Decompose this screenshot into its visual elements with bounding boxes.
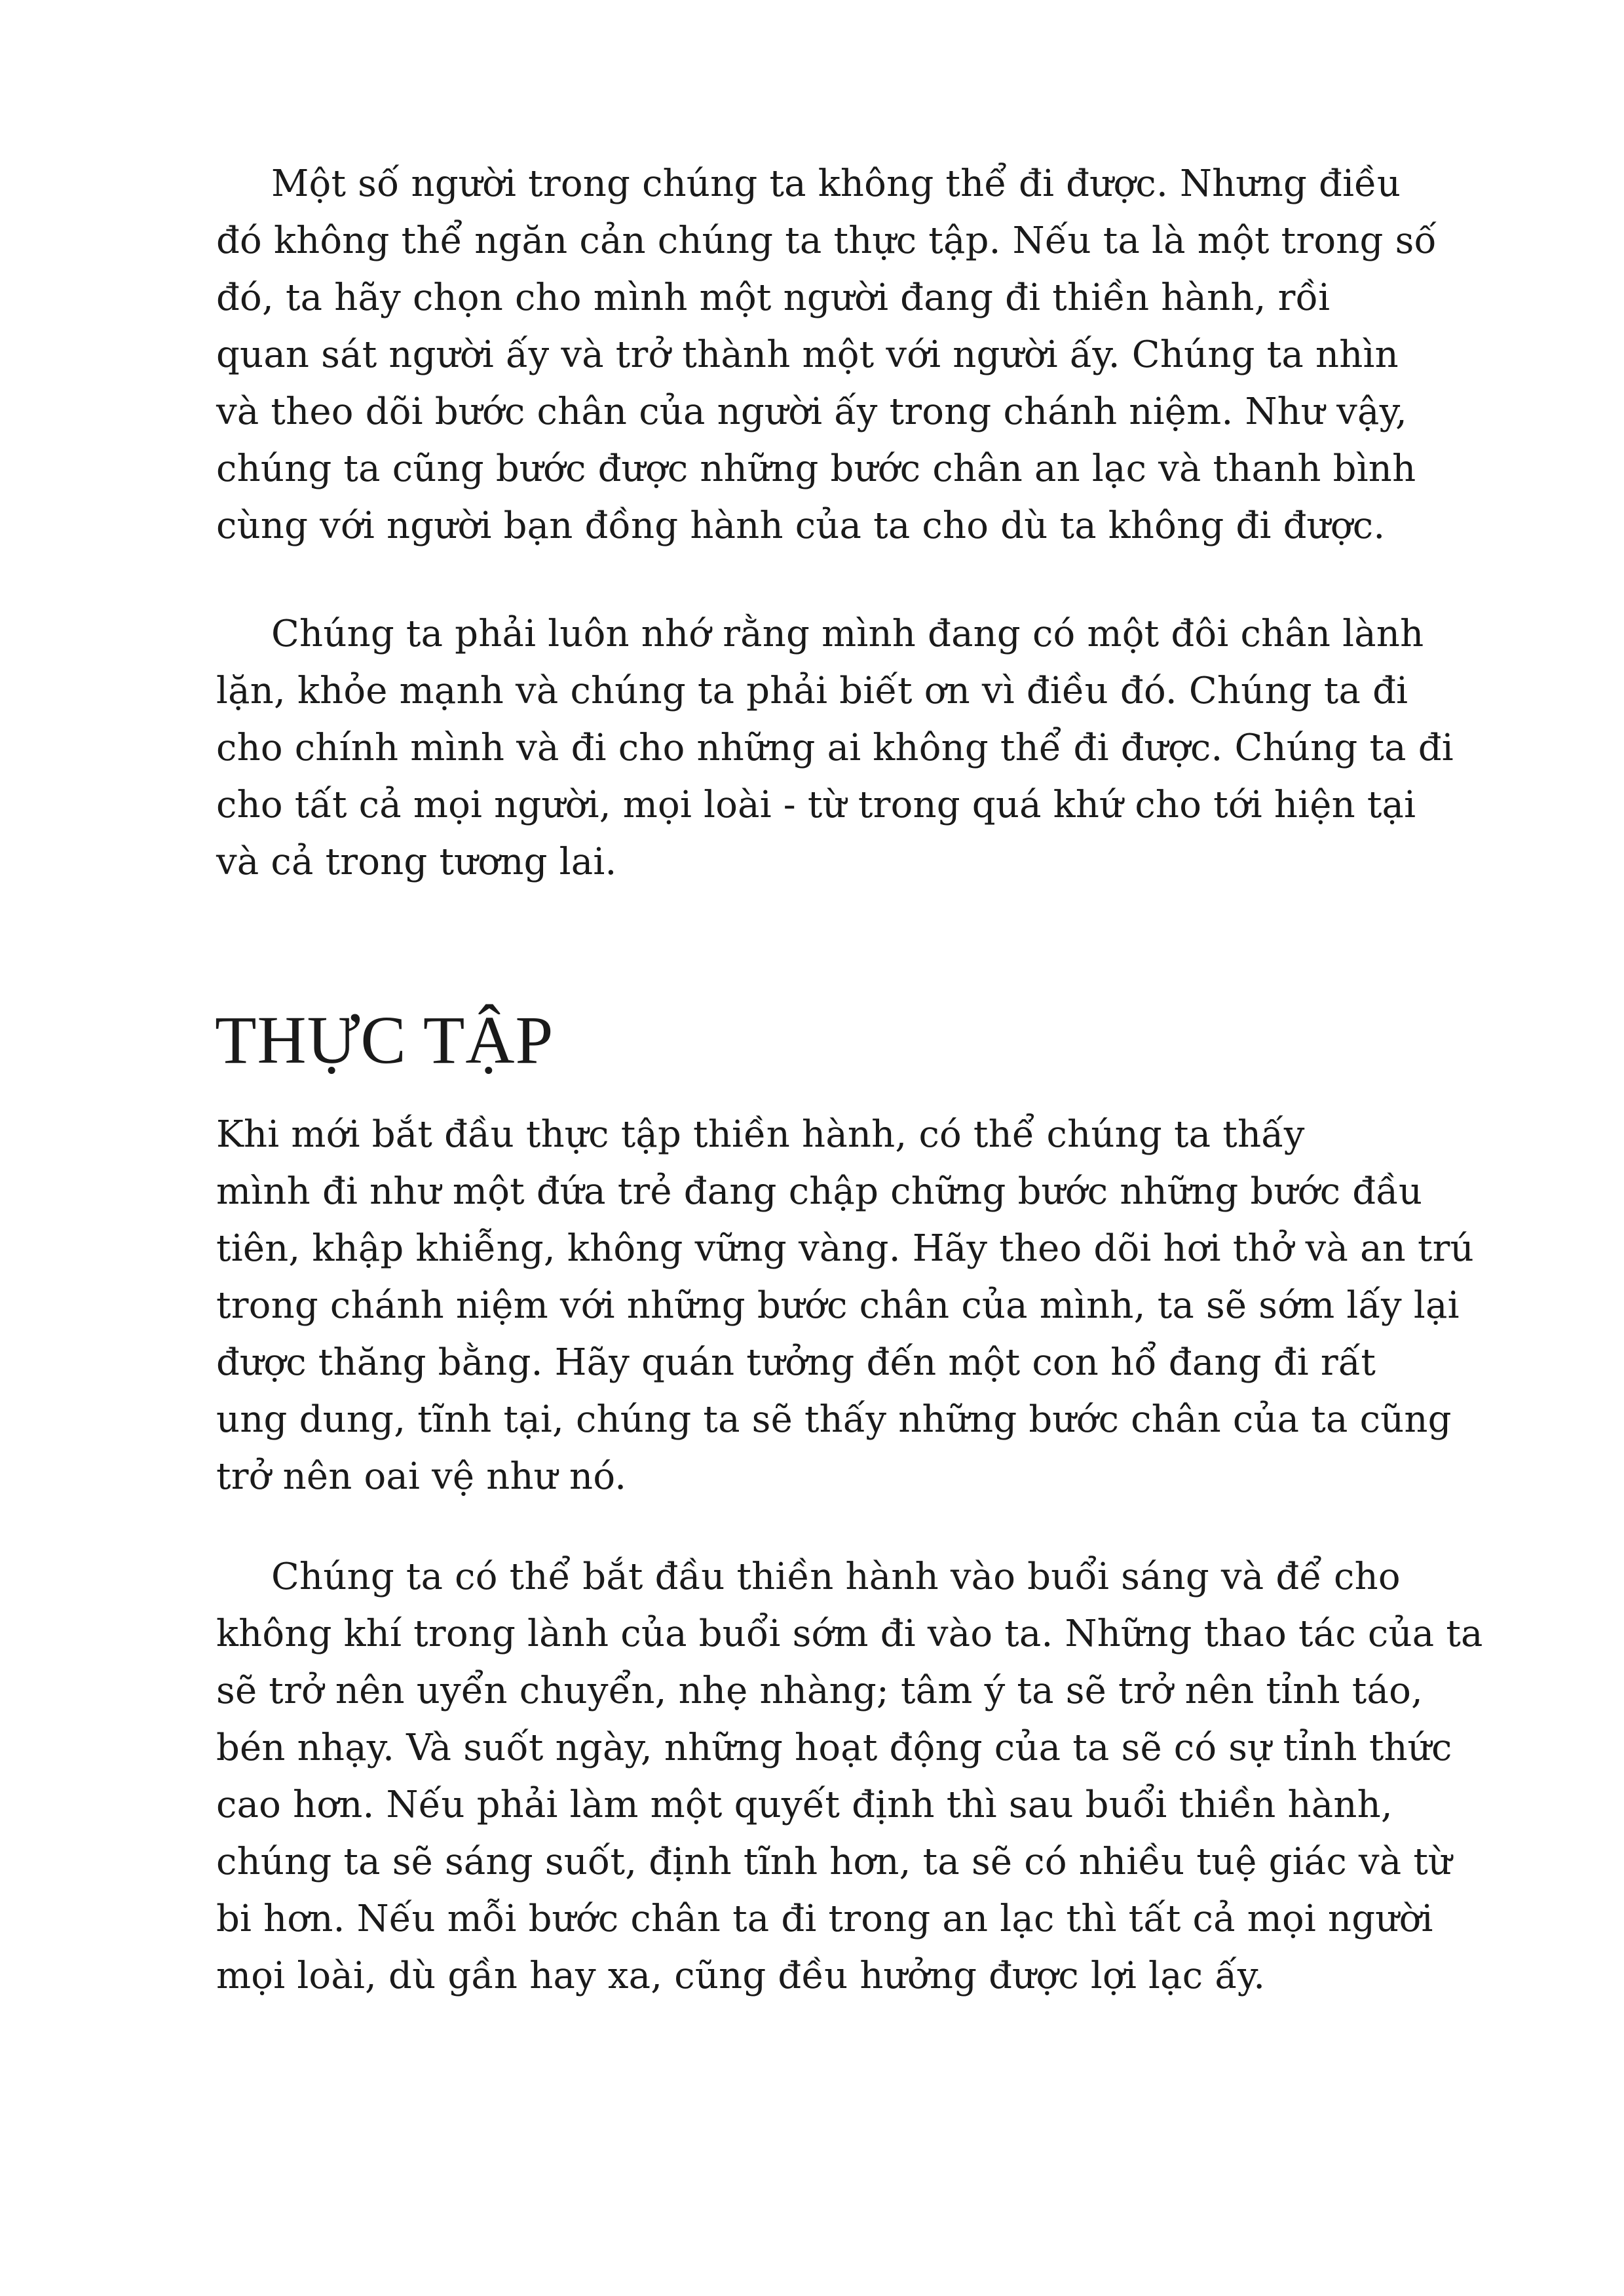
text-line: bi hơn. Nếu mỗi bước chân ta đi trong an lạc thì tất cả mọi người (216, 1898, 1433, 1940)
text-line: Chúng ta phải luôn nhớ rằng mình đang có một đôi chân lành (271, 613, 1424, 655)
text-line: cho tất cả mọi người, mọi loài - từ trong quá khứ cho tới hiện tại (216, 784, 1416, 826)
section-heading: THỰC TẬP (215, 1003, 554, 1078)
text-line: Khi mới bắt đầu thực tập thiền hành, có thể chúng ta thấy (216, 1113, 1305, 1156)
text-line: ung dung, tĩnh tại, chúng ta sẽ thấy những bước chân của ta cũng (216, 1398, 1452, 1441)
text-line: Một số người trong chúng ta không thể đi được. Nhưng điều (271, 163, 1401, 205)
text-line: được thăng bằng. Hãy quán tưởng đến một con hổ đang đi rất (216, 1341, 1376, 1384)
text-line: trong chánh niệm với những bước chân của mình, ta sẽ sớm lấy lại (216, 1284, 1460, 1327)
text-line: quan sát người ấy và trở thành một với người ấy. Chúng ta nhìn (216, 334, 1399, 376)
text-line: mình đi như một đứa trẻ đang chập chững bước những bước đầu (216, 1170, 1423, 1213)
paragraph-1 (216, 155, 1441, 554)
text-line: chúng ta sẽ sáng suốt, định tĩnh hơn, ta sẽ có nhiều tuệ giác và từ (216, 1841, 1452, 1883)
text-line: đó, ta hãy chọn cho mình một người đang đi thiền hành, rồi (216, 277, 1331, 319)
text-line: tiên, khập khiễng, không vững vàng. Hãy theo dõi hơi thở và an trú (216, 1227, 1474, 1270)
text-line: cho chính mình và đi cho những ai không thể đi được. Chúng ta đi (216, 727, 1454, 769)
text-line: trở nên oai vệ như nó. (216, 1455, 627, 1498)
text-line: đó không thể ngăn cản chúng ta thực tập. Nếu ta là một trong số (216, 220, 1437, 262)
text-line: cùng với người bạn đồng hành của ta cho dù ta không đi được. (216, 505, 1386, 547)
paragraph-3 (216, 1106, 1474, 1505)
text-line: và cả trong tương lai. (216, 841, 617, 883)
text-line: cao hơn. Nếu phải làm một quyết định thì sau buổi thiền hành, (216, 1784, 1393, 1826)
text-line: sẽ trở nên uyển chuyển, nhẹ nhàng; tâm ý ta sẽ trở nên tỉnh táo, (216, 1670, 1424, 1712)
text-line: mọi loài, dù gần hay xa, cũng đều hưởng được lợi lạc ấy. (216, 1955, 1266, 1997)
text-line: bén nhạy. Và suốt ngày, những hoạt động của ta sẽ có sự tỉnh thức (216, 1727, 1452, 1769)
text-line: chúng ta cũng bước được những bước chân an lạc và thanh bình (216, 448, 1416, 490)
text-line: và theo dõi bước chân của người ấy trong chánh niệm. Như vậy, (216, 391, 1408, 433)
text-line: Chúng ta có thể bắt đầu thiền hành vào buổi sáng và để cho (271, 1556, 1401, 1598)
text-line: không khí trong lành của buổi sớm đi vào ta. Những thao tác của ta (216, 1613, 1483, 1655)
paragraph-4 (216, 1548, 1483, 2004)
text-line: lặn, khỏe mạnh và chúng ta phải biết ơn vì điều đó. Chúng ta đi (216, 670, 1408, 712)
paragraph-2 (216, 605, 1454, 890)
